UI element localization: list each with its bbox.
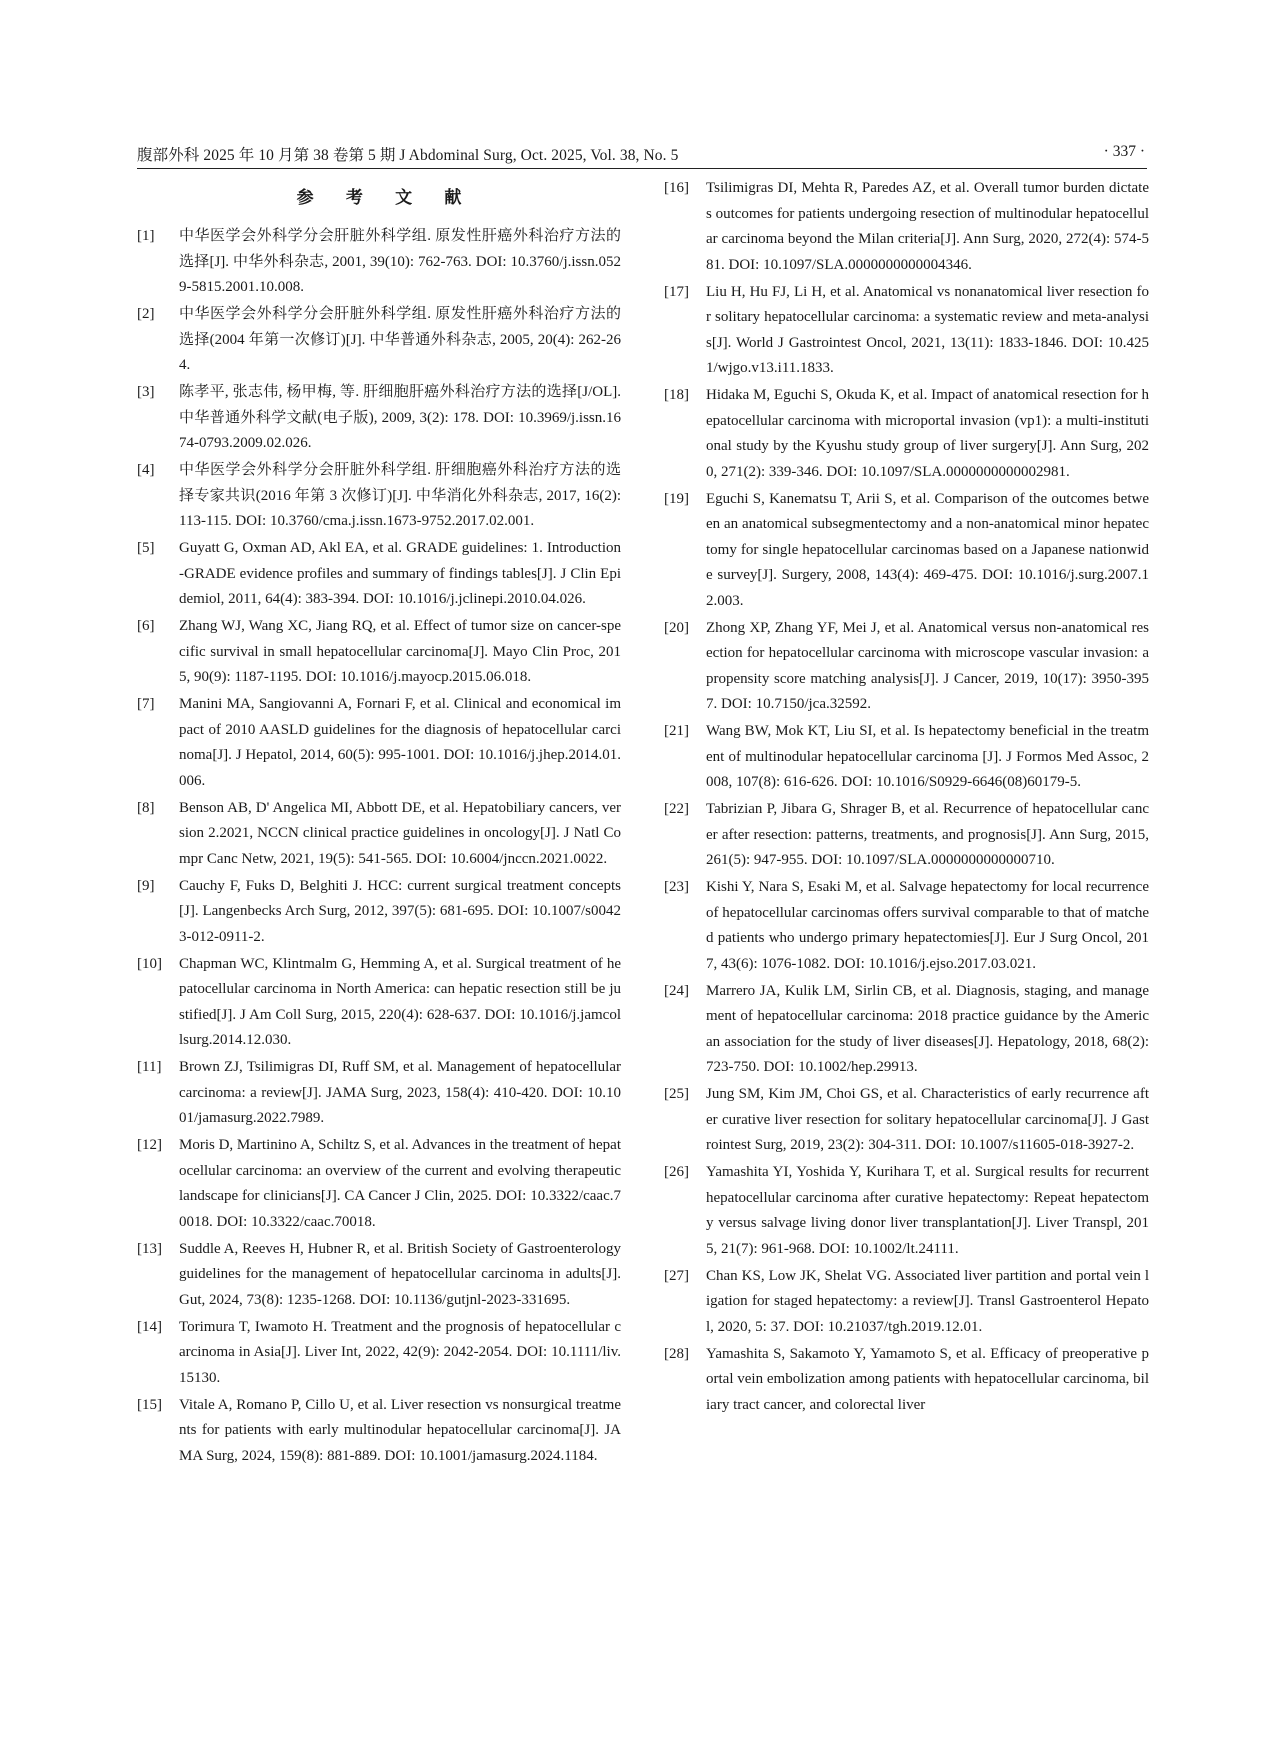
reference-text: Kishi Y, Nara S, Esaki M, et al. Salvage hepatectomy for local recurrence of hepatocellular carcinomas offers survival comparable to that of matched patients who undergo primary hepatectomies[J]. Eur J Surg Oncol, 2017, 43(6): 1076-1082. DOI: 10.1016/j.ejso.2017.03.021.: [706, 879, 1149, 972]
reference-text: Guyatt G, Oxman AD, Akl EA, et al. GRADE guidelines: 1. Introduction-GRADE evidence profiles and summary of findings tables[J]. J Clin Epidemiol, 2011, 64(4): 383-394. DOI: 10.1016/j.jclinepi.2010.04.026.: [179, 540, 621, 607]
references-heading: 参 考 文 献: [296, 188, 476, 207]
reference-column-left: [137, 176, 621, 1471]
reference-number: [3]: [137, 384, 155, 400]
running-header: [137, 143, 1147, 169]
reference-item: [137, 1393, 621, 1470]
reference-text: Zhang WJ, Wang XC, Jiang RQ, et al. Effect of tumor size on cancer-specific survival in small hepatocellular carcinoma[J]. Mayo Clin Proc, 2015, 90(9): 1187-1195. DOI: 10.1016/j.mayocp.2015.06.018.: [179, 618, 621, 685]
reference-number: [20]: [664, 619, 689, 636]
reference-item: [137, 1055, 621, 1132]
reference-number: [23]: [664, 879, 689, 895]
reference-number: [5]: [137, 540, 155, 556]
reference-number: [6]: [137, 618, 155, 634]
reference-text: Hidaka M, Eguchi S, Okuda K, et al. Impact of anatomical resection for hepatocellular carcinoma with microportal invasion (vp1): a multi-institutional study by the Kyushu study group of liver surgery[J]. Ann Surg, 2020, 271(2): 339-346. DOI: 10.1097/SLA.0000000000002981.: [706, 387, 1149, 480]
reference-number: [21]: [664, 723, 689, 739]
reference-number: [15]: [137, 1396, 162, 1413]
reference-number: [14]: [137, 1318, 162, 1335]
reference-number: [4]: [137, 462, 155, 478]
reference-number: [1]: [137, 228, 155, 244]
reference-text: Vitale A, Romano P, Cillo U, et al. Liver resection vs nonsurgical treatments for patients with early multinodular hepatocellular carcinoma[J]. JAMA Surg, 2024, 159(8): 881-889. DOI: 10.1001/jamasurg.2024.1184.: [179, 1396, 621, 1464]
reference-item: [664, 1082, 1149, 1159]
reference-number: [16]: [664, 180, 689, 196]
reference-number: [18]: [664, 387, 689, 403]
reference-text: Cauchy F, Fuks D, Belghiti J. HCC: current surgical treatment concepts[J]. Langenbecks Arch Surg, 2012, 397(5): 681-695. DOI: 10.1007/s00423-012-0911-2.: [179, 877, 621, 945]
reference-text: Marrero JA, Kulik LM, Sirlin CB, et al. Diagnosis, staging, and management of hepatocellular carcinoma: 2018 practice guidance by the American association for the study of liver diseases[J]. Hepatology, 2018, 68(2): 723-750. DOI: 10.1002/hep.29913.: [706, 982, 1149, 1075]
reference-column-right: [664, 176, 1149, 1420]
reference-text: Eguchi S, Kanematsu T, Arii S, et al. Comparison of the outcomes between an anatomical subsegmentectomy and a non-anatomical minor hepatectomy for single hepatocellular carcinomas based on a Japanese nationwide survey[J]. Surgery, 2008, 143(4): 469-475. DOI: 10.1016/j.surg.2007.12.003.: [706, 490, 1149, 609]
reference-item: [664, 719, 1149, 796]
reference-item: [664, 616, 1149, 718]
reference-item: [137, 796, 621, 873]
reference-number: [11]: [137, 1059, 162, 1075]
reference-item: [137, 302, 621, 379]
reference-number: [28]: [664, 1345, 689, 1362]
reference-item: [137, 380, 621, 457]
reference-number: [9]: [137, 877, 155, 894]
reference-number: [19]: [664, 490, 689, 507]
reference-text: Tsilimigras DI, Mehta R, Paredes AZ, et al. Overall tumor burden dictates outcomes for patients undergoing resection of multinodular hepatocellular carcinoma beyond the Milan criteria[J]. Ann Surg, 2020, 272(4): 574-581. DOI: 10.1097/SLA.0000000000004346.: [706, 180, 1149, 273]
reference-number: [10]: [137, 955, 162, 972]
reference-number: [25]: [664, 1086, 689, 1102]
reference-number: [27]: [664, 1267, 689, 1284]
reference-number: [17]: [664, 283, 689, 300]
reference-item: [664, 1342, 1149, 1419]
reference-text: Wang BW, Mok KT, Liu SI, et al. Is hepatectomy beneficial in the treatment of multinodular hepatocellular carcinoma [J]. J Formos Med Assoc, 2008, 107(8): 616-626. DOI: 10.1016/S0929-6646(08)60179-5.: [706, 723, 1149, 790]
reference-text: Jung SM, Kim JM, Choi GS, et al. Characteristics of early recurrence after curative liver resection for solitary hepatocellular carcinoma[J]. J Gastrointest Surg, 2019, 23(2): 304-311. DOI: 10.1007/s11605-018-3927-2.: [706, 1086, 1149, 1153]
reference-text: Benson AB, D' Angelica MI, Abbott DE, et al. Hepatobiliary cancers, version 2.2021, NCCN clinical practice guidelines in oncology[J]. J Natl Compr Canc Netw, 2021, 19(5): 541-565. DOI: 10.6004/jnccn.2021.0022.: [179, 799, 621, 867]
reference-number: [24]: [664, 982, 689, 999]
reference-text: 陈孝平, 张志伟, 杨甲梅, 等. 肝细胞肝癌外科治疗方法的选择[J/OL]. 中华普通外科学文献(电子版), 2009, 3(2): 178. DOI: 10.3969/j.issn.1674-0793.2009.02.026.: [179, 384, 621, 451]
reference-number: [22]: [664, 801, 689, 817]
reference-list-right: [664, 176, 1149, 1418]
reference-number: [8]: [137, 799, 155, 816]
reference-text: 中华医学会外科学分会肝脏外科学组. 原发性肝癌外科治疗方法的选择[J]. 中华外科杂志, 2001, 39(10): 762-763. DOI: 10.3760/j.issn.0529-5815.2001.10.008.: [179, 228, 621, 295]
page-number: · 337 ·: [1103, 143, 1145, 160]
reference-number: [2]: [137, 306, 155, 322]
reference-text: Moris D, Martinino A, Schiltz S, et al. Advances in the treatment of hepatocellular carcinoma: an overview of the current and evolving therapeutic landscape for clinicians[J]. CA Cancer J Clin, 2025. DOI: 10.3322/caac.70018. DOI: 10.3322/caac.70018.: [179, 1137, 621, 1230]
reference-number: [26]: [664, 1164, 689, 1180]
reference-text: Yamashita YI, Yoshida Y, Kurihara T, et al. Surgical results for recurrent hepatocellular carcinoma after curative hepatectomy: Repeat hepatectomy versus salvage living donor liver transplantation[J]. Liver Transpl, 2015, 21(7): 961-968. DOI: 10.1002/lt.24111.: [706, 1164, 1149, 1257]
reference-text: Liu H, Hu FJ, Li H, et al. Anatomical vs nonanatomical liver resection for solitary hepatocellular carcinoma: a systematic review and meta-analysis[J]. World J Gastrointest Oncol, 2021, 13(11): 1833-1846. DOI: 10.4251/wjgo.v13.i11.1833.: [706, 283, 1149, 376]
reference-text: 中华医学会外科学分会肝脏外科学组. 肝细胞癌外科治疗方法的选择专家共识(2016 年第 3 次修订)[J]. 中华消化外科杂志, 2017, 16(2): 113-115. DOI: 10.3760/cma.j.issn.1673-9752.2017.02.001.: [179, 462, 621, 529]
reference-text: Torimura T, Iwamoto H. Treatment and the prognosis of hepatocellular carcinoma in Asia[J]. Liver Int, 2022, 42(9): 2042-2054. DOI: 10.1111/liv.15130.: [179, 1318, 621, 1386]
reference-item: [664, 797, 1149, 874]
reference-item: [664, 875, 1149, 977]
reference-number: [7]: [137, 696, 155, 712]
reference-text: Chan KS, Low JK, Shelat VG. Associated liver partition and portal vein ligation for staged hepatectomy: a review[J]. Transl Gastroenterol Hepatol, 2020, 5: 37. DOI: 10.21037/tgh.2019.12.01.: [706, 1267, 1149, 1335]
reference-item: [664, 979, 1149, 1081]
reference-item: [664, 1160, 1149, 1262]
reference-text: Manini MA, Sangiovanni A, Fornari F, et al. Clinical and economical impact of 2010 AASLD guidelines for the diagnosis of hepatocellular carcinoma[J]. J Hepatol, 2014, 60(5): 995-1001. DOI: 10.1016/j.jhep.2014.01.006.: [179, 696, 621, 789]
reference-item: [664, 487, 1149, 615]
reference-item: [664, 176, 1149, 278]
reference-text: Zhong XP, Zhang YF, Mei J, et al. Anatomical versus non-anatomical resection for hepatocellular carcinoma with microscope vascular invasion: a propensity score matching analysis[J]. J Cancer, 2019, 10(17): 3950-3957. DOI: 10.7150/jca.32592.: [706, 619, 1149, 712]
reference-text: Tabrizian P, Jibara G, Shrager B, et al. Recurrence of hepatocellular cancer after resection: patterns, treatments, and prognosis[J]. Ann Surg, 2015, 261(5): 947-955. DOI: 10.1097/SLA.0000000000000710.: [706, 801, 1149, 868]
reference-item: [137, 458, 621, 535]
reference-text: 中华医学会外科学分会肝脏外科学组. 原发性肝癌外科治疗方法的选择(2004 年第一次修订)[J]. 中华普通外科杂志, 2005, 20(4): 262-264.: [179, 306, 621, 373]
reference-item: [664, 280, 1149, 382]
reference-item: [137, 1237, 621, 1314]
reference-list-left: [137, 224, 621, 1469]
reference-number: [12]: [137, 1137, 162, 1153]
reference-text: Yamashita S, Sakamoto Y, Yamamoto S, et al. Efficacy of preoperative portal vein embolization among patients with hepatocellular carcinoma, biliary tract cancer, and colorectal liver: [706, 1345, 1149, 1413]
reference-item: [137, 224, 621, 301]
reference-item: [664, 1264, 1149, 1341]
reference-item: [664, 383, 1149, 485]
reference-item: [137, 692, 621, 794]
reference-text: Chapman WC, Klintmalm G, Hemming A, et al. Surgical treatment of hepatocellular carcinoma in North America: can hepatic resection still be justified[J]. J Am Coll Surg, 2015, 220(4): 628-637. DOI: 10.1016/j.jamcollsurg.2014.12.030.: [179, 955, 621, 1048]
reference-item: [137, 536, 621, 613]
reference-item: [137, 874, 621, 951]
reference-number: [13]: [137, 1240, 162, 1257]
reference-text: Brown ZJ, Tsilimigras DI, Ruff SM, et al. Management of hepatocellular carcinoma: a review[J]. JAMA Surg, 2023, 158(4): 410-420. DOI: 10.1001/jamasurg.2022.7989.: [179, 1059, 621, 1126]
reference-item: [137, 952, 621, 1054]
journal-citation-line: 腹部外科 2025 年 10 月第 38 卷第 5 期 J Abdominal Surg, Oct. 2025, Vol. 38, No. 5: [137, 147, 679, 164]
reference-item: [137, 1315, 621, 1392]
reference-item: [137, 614, 621, 691]
reference-item: [137, 1133, 621, 1235]
reference-text: Suddle A, Reeves H, Hubner R, et al. British Society of Gastroenterology guidelines for the management of hepatocellular carcinoma in adults[J]. Gut, 2024, 73(8): 1235-1268. DOI: 10.1136/gutjnl-2023-331695.: [179, 1240, 621, 1308]
